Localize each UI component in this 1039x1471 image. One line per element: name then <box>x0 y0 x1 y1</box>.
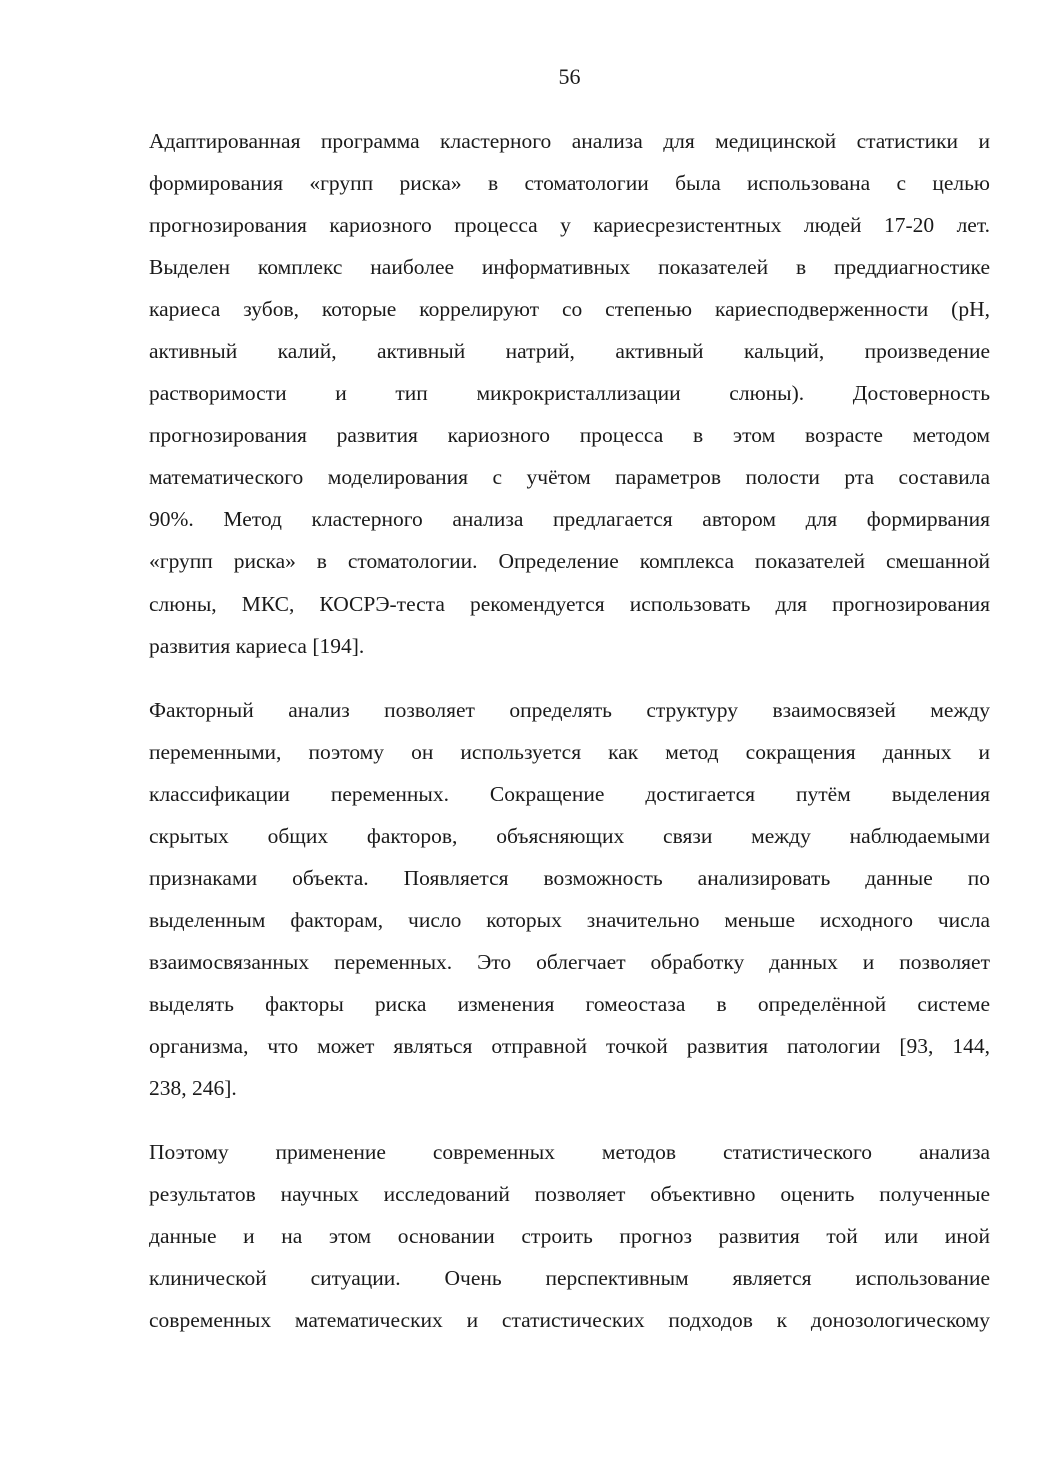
text-line: современных математических и статистических подходов к донозологическому <box>149 1308 990 1333</box>
text-line: результатов научных исследований позволяет объективно оценить полученные <box>149 1182 990 1207</box>
text-line: скрытых общих факторов, объясняющих связи между наблюдаемыми <box>149 823 990 848</box>
text-line: организма, что может являться отправной точкой развития патологии [93, 144, <box>149 1033 990 1058</box>
text-line: признаками объекта. Появляется возможность анализировать данные по <box>149 865 990 890</box>
text-line: Адаптированная программа кластерного анализа для медицинской статистики и <box>149 129 990 153</box>
text-line: кариеса зубов, которые коррелируют со степенью кариесподверженности (рН, <box>149 297 990 322</box>
text-line: 90%. Метод кластерного анализа предлагается автором для формирвания <box>149 507 990 532</box>
text-line: активный калий, активный натрий, активный кальций, произведение <box>149 339 990 364</box>
text-line: Выделен комплекс наиболее информативных показателей в преддиагностике <box>149 255 990 280</box>
paragraph-spacer <box>149 667 990 689</box>
text-line: развития кариеса [194]. <box>149 633 365 658</box>
text-line: прогнозирования кариозного процесса у кариесрезистентных людей 17-20 лет. <box>149 213 990 238</box>
text-line: 238, 246]. <box>149 1076 237 1101</box>
text-line: Факторный анализ позволяет определять структуру взаимосвязей между <box>149 697 990 722</box>
text-line: выделять факторы риска изменения гомеостаза в определённой системе <box>149 991 990 1016</box>
text-line: прогнозирования развития кариозного процесса в этом возрасте методом <box>149 423 990 448</box>
page-number: 56 <box>558 64 581 89</box>
text-line: «групп риска» в стоматологии. Определение комплекса показателей смешанной <box>149 549 990 574</box>
text-line: формирования «групп риска» в стоматологии была использована с целью <box>149 171 990 196</box>
text-line: данные и на этом основании строить прогноз развития той или иной <box>149 1224 990 1249</box>
paragraph-statistical-methods <box>149 1131 990 1341</box>
text-line: математического моделирования с учётом параметров полости рта составила <box>149 465 990 490</box>
text-line: выделенным факторам, число которых значительно меньше исходного числа <box>149 907 990 932</box>
text-line: слюны, МКС, КОСРЭ-теста рекомендуется использовать для прогнозирования <box>149 591 990 616</box>
paragraph-spacer <box>149 1109 990 1131</box>
text-line: Поэтому применение современных методов статистического анализа <box>149 1140 990 1165</box>
document-body <box>149 120 990 1341</box>
text-line: взаимосвязанных переменных. Это облегчает обработку данных и позволяет <box>149 949 990 974</box>
text-line: растворимости и тип микрокристаллизации слюны). Достоверность <box>149 381 990 406</box>
text-line: клинической ситуации. Очень перспективным является использование <box>149 1266 990 1291</box>
paragraph-cluster-analysis <box>149 120 990 667</box>
text-line: классификации переменных. Сокращение достигается путём выделения <box>149 781 990 806</box>
text-line: переменными, поэтому он используется как метод сокращения данных и <box>149 739 990 764</box>
paragraph-factor-analysis <box>149 689 990 1109</box>
